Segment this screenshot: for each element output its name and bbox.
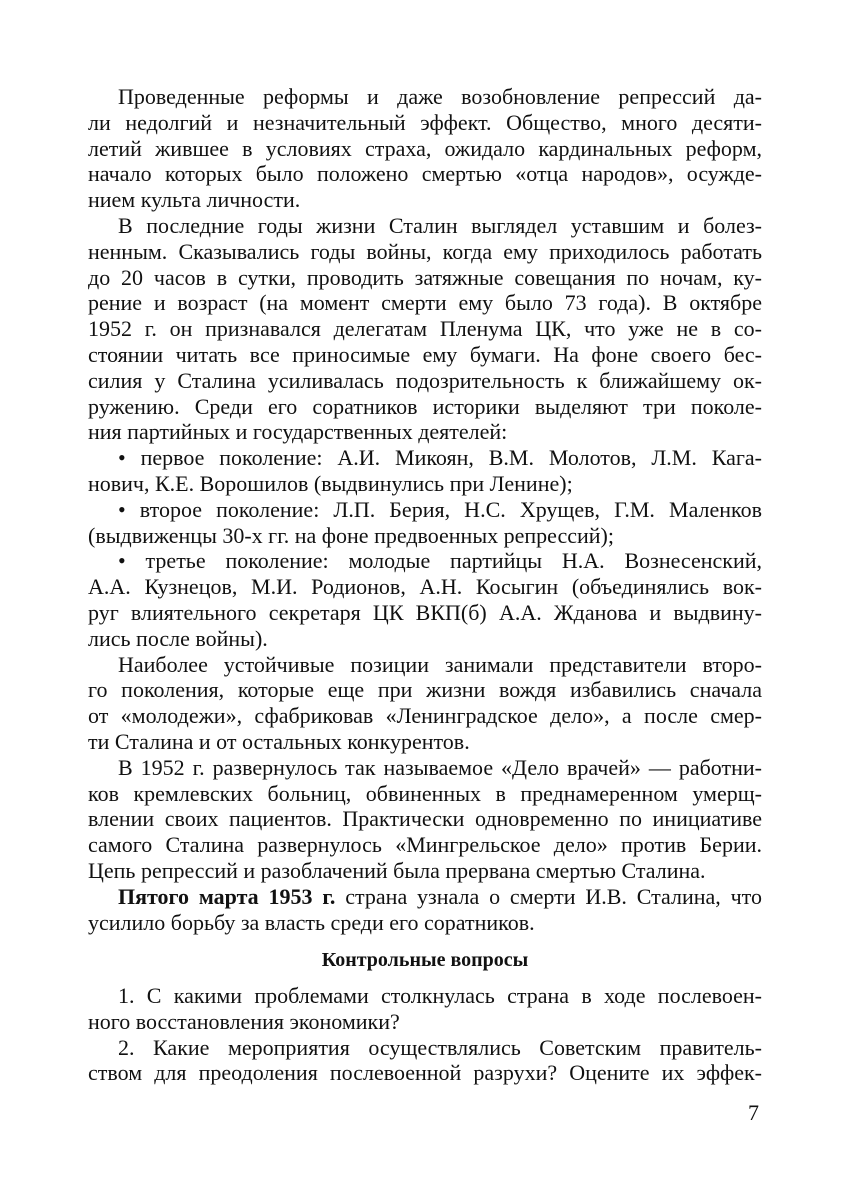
text-line xyxy=(88,884,762,910)
text-line: 1. С какими проблемами столкнулась страна в ходе послевоен- xyxy=(118,983,762,1009)
text-line: ружению. Среди его соратников историки выделяют три поколе- xyxy=(88,393,762,419)
text-line: Проведенные реформы и даже возобновление репрессий да- xyxy=(118,84,762,109)
question-1 xyxy=(88,983,762,1035)
text-line: • второе поколение: Л.П. Берия, Н.С. Хрущев, Г.М. Маленков xyxy=(118,496,762,522)
question-2 xyxy=(88,1035,762,1087)
text-line: силия у Сталина усиливалась подозрительность к ближайшему ок- xyxy=(88,367,762,393)
paragraph-second-generation-positions xyxy=(88,652,762,755)
paragraph-last-years xyxy=(88,213,762,445)
text-line: начало которых было положено смертью «отца народов», осужде- xyxy=(88,161,762,187)
text-line: лись после войны). xyxy=(88,625,268,651)
text-line: ти Сталина и от остальных конкурентов. xyxy=(88,728,470,754)
page-number: 7 xyxy=(748,1100,759,1125)
paragraph-stalin-death xyxy=(88,884,762,936)
text-line: го поколения, которые еще при жизни вождя избавились сначала xyxy=(88,677,762,703)
bullet-third-generation xyxy=(88,548,762,651)
text-line: руг влиятельного секретаря ЦК ВКП(б) А.А. Жданова и выдвину- xyxy=(88,599,762,625)
text-line: 1952 г. он признавался делегатам Пленума ЦК, что уже не в со- xyxy=(88,316,762,342)
text-line: ков кремлевских больниц, обвиненных в преднамеренном умерщ- xyxy=(88,780,762,806)
text-line: рение и возраст (на момент смерти ему было 73 года). В октябре xyxy=(88,290,762,316)
text-line: ния партийных и государственных деятелей: xyxy=(88,419,508,445)
text-line: ли недолгий и незначительный эффект. Общество, много десяти- xyxy=(88,109,762,135)
text-line: нием культа личности. xyxy=(88,187,301,213)
text-line: ного восстановления экономики? xyxy=(88,1008,400,1034)
text-line: 2. Какие мероприятия осуществлялись Советским правитель- xyxy=(118,1034,762,1060)
bullet-first-generation xyxy=(88,445,762,497)
text-line: • третье поколение: молодые партийцы Н.А. Вознесенский, xyxy=(118,548,762,574)
text-line: стоянии читать все приносимые ему бумаги. На фоне своего бес- xyxy=(88,341,762,367)
text-line: влении своих пациентов. Практически одновременно по инициативе xyxy=(88,806,762,832)
paragraph-reforms xyxy=(88,84,762,213)
bullet-second-generation xyxy=(88,497,762,549)
text-line: А.А. Кузнецов, М.И. Родионов, А.Н. Косыгин (объединялись вок- xyxy=(88,574,762,600)
text-line: самого Сталина развернулось «Мингрельское дело» против Берии. xyxy=(88,832,762,858)
text-line: летий жившее в условиях страха, ожидало кардинальных реформ, xyxy=(88,135,762,161)
text-line: до 20 часов в сутки, проводить затяжные совещания по ночам, ку- xyxy=(88,264,762,290)
text-line: от «молодежи», сфабриковав «Ленинградское дело», а после смер- xyxy=(88,703,762,729)
text-line: ненным. Сказывались годы войны, когда ему приходилось работать xyxy=(88,238,762,264)
section-heading: Контрольные вопросы xyxy=(321,949,529,972)
text-line: нович, К.Е. Ворошилов (выдвинулись при Ленине); xyxy=(88,470,573,496)
text-line: Наиболее устойчивые позиции занимали представители второ- xyxy=(118,651,762,677)
text-line: В последние годы жизни Сталин выглядел уставшим и болез- xyxy=(118,212,762,238)
paragraph-doctors-plot xyxy=(88,755,762,884)
bold-date: Пятого марта 1953 г. xyxy=(118,883,336,909)
text-line: • первое поколение: А.И. Микоян, В.М. Молотов, Л.М. Кага- xyxy=(118,445,762,471)
text-line: (выдвиженцы 30-х гг. на фоне предвоенных репрессий); xyxy=(88,522,614,548)
text-fragment: страна узнала о смерти И.В. Сталина, что xyxy=(335,883,762,909)
text-line: ством для преодоления послевоенной разрухи? Оцените их эффек- xyxy=(88,1060,762,1086)
text-line: Цепь репрессий и разоблачений была прервана смертью Сталина. xyxy=(88,857,706,883)
body-text xyxy=(88,84,762,1086)
text-line: В 1952 г. развернулось так называемое «Дело врачей» — работни- xyxy=(118,754,762,780)
text-line: усилило борьбу за власть среди его соратников. xyxy=(88,909,535,935)
